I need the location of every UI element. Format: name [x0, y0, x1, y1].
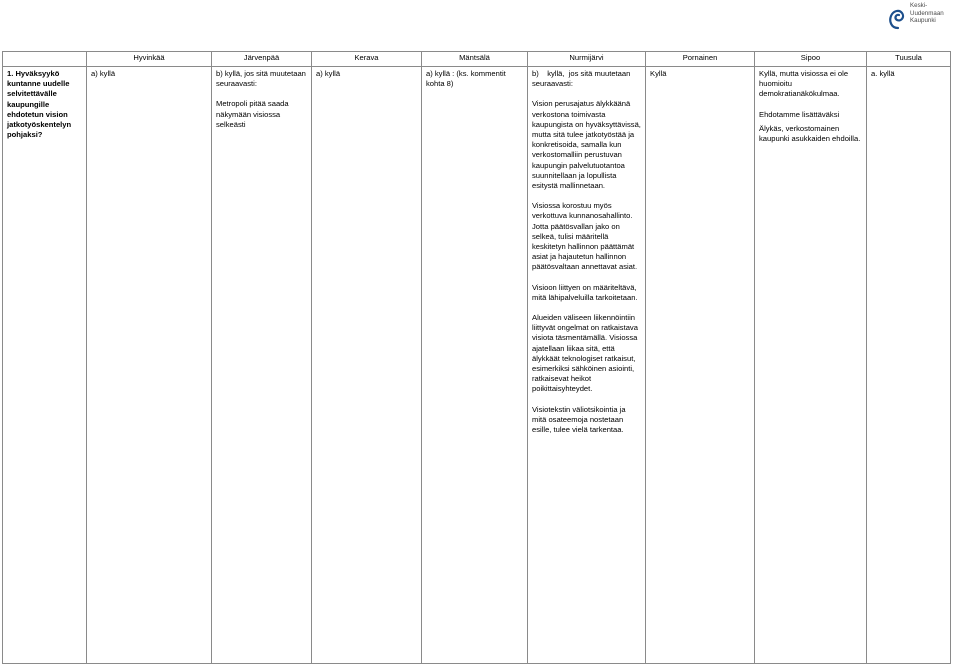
logo-text — [910, 2, 944, 25]
header-tuusula: Tuusula — [867, 52, 951, 67]
answer-nurmijarvi-paragraph: Visiossa korostuu myös verkottuva kunnanosahallinto. Jotta päätösvallan jako on selkeä, tulisi määritellä keskitetyn hallinnon päättämät asiat ja hajautetun hallinnon päätösvaltaan annettavat asiat. — [532, 201, 638, 272]
header-blank — [3, 52, 87, 67]
answer-hyvinkaa: a) kyllä — [87, 67, 212, 664]
answer-sipoo-paragraph: Ehdotamme lisättäväksi — [759, 109, 840, 119]
answer-jarvenpaa-text: Metropoli pitää saada näkymään visiossa selkeästi — [216, 99, 289, 129]
header-kerava: Kerava — [312, 52, 422, 67]
answer-sipoo-paragraph: Älykäs, verkostomainen kaupunki asukkaiden ehdoilla. — [759, 123, 861, 144]
logo-line-2: Uudenmaan — [910, 9, 944, 17]
answer-nurmijarvi-paragraph: Visioon liittyen on määriteltävä, mitä lähipalveluilla tarkoitetaan. — [532, 282, 638, 302]
header-row — [3, 52, 951, 67]
answer-pornainen: Kyllä — [646, 67, 755, 664]
answer-nurmijarvi-paragraph: Vision perusajatus älykkäänä verkostona toimivasta kaupungista on hyväksyttävissä, mutta sitä tulee jatkotyöstää ja konkretisoida, samalla kun verkostomalliin perustuvan kaupungin palvelutuotantoa suunnitellaan ja lopullista esitystä mallinnetaan. — [532, 99, 641, 191]
answer-nurmijarvi — [528, 67, 646, 664]
logo-line-3: Kaupunki — [910, 17, 936, 25]
answer-row — [3, 67, 951, 664]
header-jarvenpaa: Järvenpää — [212, 52, 312, 67]
answer-nurmijarvi-paragraph: Alueiden väliseen liikennöintiin liittyvät ongelmat on ratkaistava visiota täsmentämällä. Visiossa ajatellaan liikaa sitä, että älykkäät teknologiset ratkaisut, esimerkiksi sähköinen asiointi, ratkaisevat heikot poikittaisyhteydet. — [532, 313, 638, 394]
answer-nurmijarvi-paragraph: Visiotekstin väliotsikointia ja mitä osateemoja nostetaan esille, tulee vielä tarkentaa. — [532, 404, 626, 435]
spiral-logo-icon — [888, 4, 908, 30]
answer-sipoo — [755, 67, 867, 664]
organization-logo — [888, 2, 956, 32]
header-sipoo: Sipoo — [755, 52, 867, 67]
answer-mantsala: a) kyllä : (ks. kommentit kohta 8) — [422, 67, 528, 664]
answer-sipoo-paragraph: Kyllä, mutta visiossa ei ole huomioitu demokratianäkökulmaa. — [759, 69, 849, 99]
answer-nurmijarvi-lead: b) kyllä, jos sitä muutetaan seuraavasti: — [532, 69, 633, 89]
header-hyvinkaa: Hyvinkää — [87, 52, 212, 67]
answer-jarvenpaa-lead: b) kyllä, jos sitä muutetaan seuraavasti: — [216, 69, 306, 89]
header-mantsala: Mäntsälä — [422, 52, 528, 67]
survey-response-table — [2, 51, 951, 664]
answer-kerava: a) kyllä — [312, 67, 422, 664]
header-pornainen: Pornainen — [646, 52, 755, 67]
question-cell: 1. Hyväksyykö kuntanne uudelle selvitettävälle kaupungille ehdotetun vision jatkotyöskentelyn pohjaksi? — [3, 67, 87, 664]
answer-tuusula: a. kyllä — [867, 67, 951, 664]
header-nurmijarvi: Nurmijärvi — [528, 52, 646, 67]
logo-line-1: Keski- — [910, 2, 928, 9]
answer-jarvenpaa — [212, 67, 312, 664]
